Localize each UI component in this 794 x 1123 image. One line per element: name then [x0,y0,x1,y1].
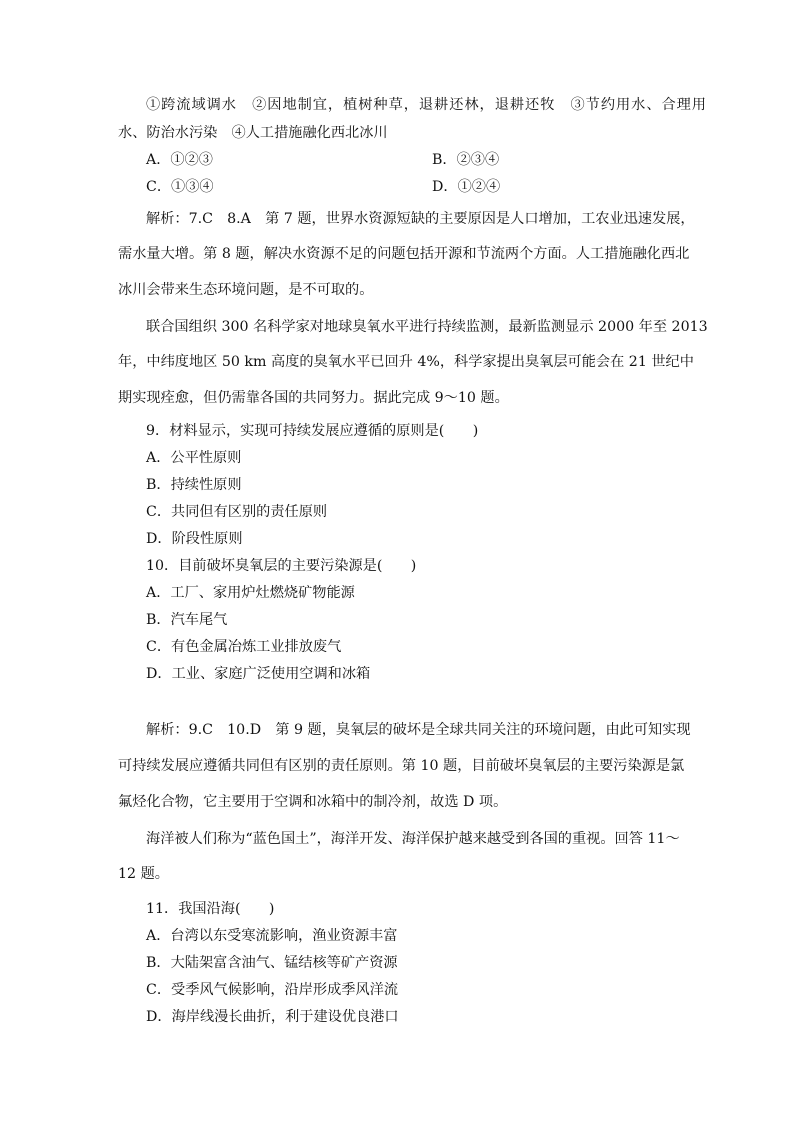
q8-choice-b: B．②③④ [432,152,500,168]
q9-option-b: B．持续性原则 [146,477,242,493]
q9-stem: 9．材料显示，实现可持续发展应遵循的原则是( ) [146,423,479,439]
q10-option-b: B．汽车尾气 [146,612,228,628]
q8-choice-d: D．①②④ [432,179,501,195]
material-11-12-line-1: 海洋被人们称为“蓝色国土”，海洋开发、海洋保护越来越受到各国的重视。回答 11～ [146,831,680,847]
q11-option-c: C．受季风气候影响，沿岸形成季风洋流 [146,982,399,998]
material-9-10-line-2: 年，中纬度地区 50 km 高度的臭氧水平已回升 4%，科学家提出臭氧层可能会在 21 世纪中 [118,354,694,370]
q11-option-a: A．台湾以东受寒流影响，渔业资源丰富 [146,928,398,944]
q10-option-a: A．工厂、家用炉灶燃烧矿物能源 [146,585,355,601]
analysis-9-10-line-3: 氟烃化合物，它主要用于空调和冰箱中的制冷剂，故选 D 项。 [118,794,508,810]
q8-options-line-2: 水、防治水污染 ④人工措施融化西北冰川 [118,125,388,141]
q9-option-a: A．公平性原则 [146,450,242,466]
q11-option-b: B．大陆架富含油气、锰结核等矿产资源 [146,955,398,971]
q11-stem: 11．我国沿海( ) [146,901,275,917]
q8-options-line-1: ①跨流域调水 ②因地制宜，植树种草，退耕还林，退耕还牧 ③节约用水、合理用 [146,97,706,113]
q9-option-c: C．共同但有区别的责任原则 [146,504,328,520]
analysis-7-8-line-2: 需水量大增。第 8 题，解决水资源不足的问题包括开源和节流两个方面。人工措施融化西北 [118,246,690,262]
analysis-9-10-line-1: 解析：9.C 10.D 第 9 题，臭氧层的破坏是全球共同关注的环境问题，由此可知实现 [146,722,691,738]
analysis-7-8-line-1: 解析：7.C 8.A 第 7 题，世界水资源短缺的主要原因是人口增加，工农业迅速发展， [146,211,695,227]
q10-stem: 10．目前破坏臭氧层的主要污染源是( ) [146,558,417,574]
analysis-7-8-line-3: 冰川会带来生态环境问题，是不可取的。 [118,282,374,298]
q9-option-d: D．阶段性原则 [146,531,243,547]
q8-choice-a: A．①②③ [146,152,213,168]
analysis-9-10-line-2: 可持续发展应遵循共同但有区别的责任原则。第 10 题，目前破坏臭氧层的主要污染源是氯 [118,758,685,774]
q10-option-d: D．工业、家庭广泛使用空调和冰箱 [146,666,371,682]
q11-option-d: D．海岸线漫长曲折，利于建设优良港口 [146,1009,399,1025]
q10-option-c: C．有色金属冶炼工业排放废气 [146,639,342,655]
q8-choice-c: C．①③④ [146,179,214,195]
material-9-10-line-3: 期实现痊愈，但仍需靠各国的共同努力。据此完成 9～10 题。 [118,390,509,406]
material-11-12-line-2: 12 题。 [118,866,169,882]
material-9-10-line-1: 联合国组织 300 名科学家对地球臭氧水平进行持续监测，最新监测显示 2000 年至 2013 [146,319,708,335]
